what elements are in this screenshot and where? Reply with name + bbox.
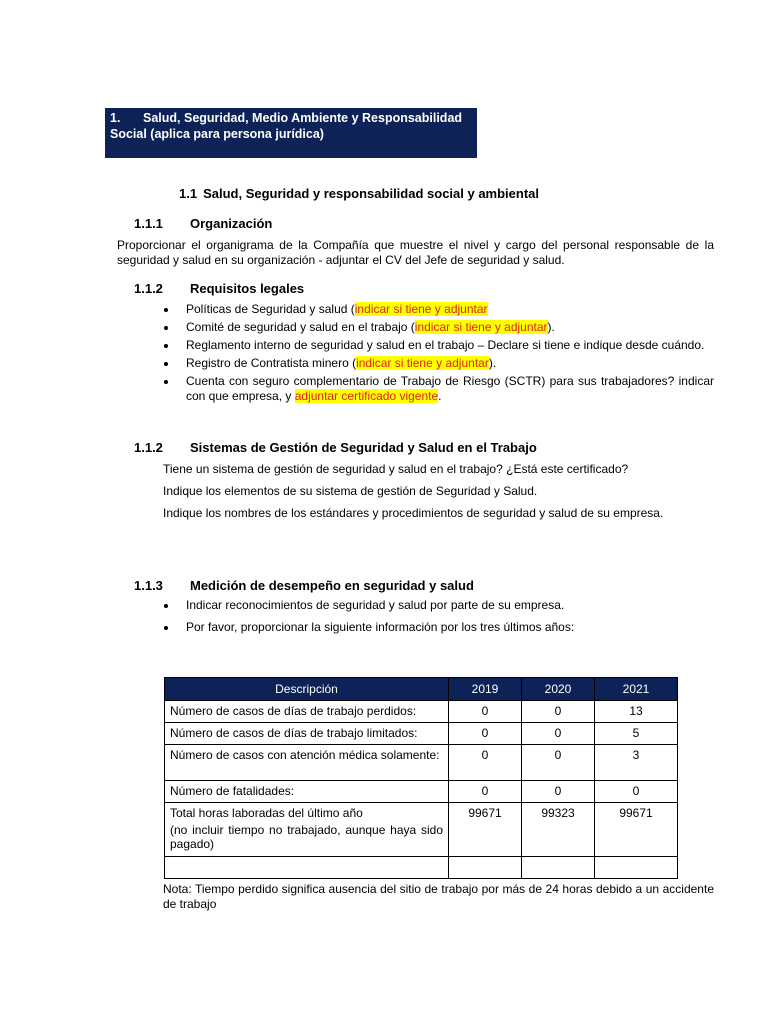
row-value-2021: 3 [595, 745, 678, 781]
row-description [165, 803, 449, 857]
table-header-row [165, 678, 678, 701]
sistemas-heading [134, 440, 537, 455]
table-row [165, 803, 678, 857]
row-description-main: Total horas laboradas del último año [170, 806, 363, 820]
section-title: Salud, Seguridad, Medio Ambiente y Responsabilidad Social (aplica para persona jurídica) [110, 111, 463, 141]
table-row [165, 723, 678, 745]
requisitos-number: 1.1.2 [134, 281, 163, 296]
table-row [165, 701, 678, 723]
list-item: Reglamento interno de seguridad y salud en el trabajo – Declare si tiene e indique desde cuándo. [164, 338, 714, 353]
row-value-2020: 0 [522, 781, 595, 803]
subsection-number: 1.1 [179, 186, 198, 201]
subsection-title: Salud, Seguridad y responsabilidad social y ambiental [203, 186, 540, 201]
table-note: Nota: Tiempo perdido significa ausencia del sitio de trabajo por más de 24 horas debido a un accidente de trabajo [163, 882, 714, 911]
medicion-list [164, 598, 714, 635]
requisitos-list [164, 302, 714, 404]
header-2020: 2020 [522, 678, 595, 701]
section-number: 1. [110, 111, 121, 125]
row-value-2021 [595, 857, 678, 879]
row-description: Número de fatalidades: [165, 781, 449, 803]
row-value-2021: 99671 [595, 803, 678, 857]
sistemas-line: Indique los elementos de su sistema de gestión de Seguridad y Salud. [163, 484, 538, 498]
sistemas-line: Tiene un sistema de gestión de seguridad y salud en el trabajo? ¿Está este certificado? [163, 462, 629, 476]
table-row [165, 857, 678, 879]
list-item: Políticas de Seguridad y salud (indicar si tiene y adjuntar [164, 302, 714, 317]
table-row [165, 781, 678, 803]
organizacion-heading [134, 216, 272, 231]
row-description [165, 857, 449, 879]
organizacion-title: Organización [190, 216, 273, 231]
organizacion-text: Proporcionar el organigrama de la Compañía que muestre el nivel y cargo del personal responsable de la seguridad y salud en su organización - adjuntar el CV del Jefe de seguridad y salud. [117, 238, 714, 267]
row-value-2019: 0 [449, 723, 522, 745]
list-item: Cuenta con seguro complementario de Trabajo de Riesgo (SCTR) para sus trabajadores? indicar con que empresa, y adjuntar certificado vigente. [164, 374, 714, 404]
table-row [165, 745, 678, 781]
row-description: Número de casos con atención médica solamente: [165, 745, 449, 781]
list-item: Registro de Contratista minero (indicar si tiene y adjuntar). [164, 356, 714, 371]
header-descripcion: Descripción [165, 678, 449, 701]
section-title-box [105, 108, 477, 158]
row-value-2019 [449, 857, 522, 879]
header-2019: 2019 [449, 678, 522, 701]
row-value-2021: 5 [595, 723, 678, 745]
sistemas-line: Indique los nombres de los estándares y procedimientos de seguridad y salud de su empresa. [163, 506, 664, 520]
organizacion-number: 1.1.1 [134, 216, 163, 231]
list-item: Comité de seguridad y salud en el trabajo (indicar si tiene y adjuntar). [164, 320, 714, 335]
row-description: Número de casos de días de trabajo perdidos: [165, 701, 449, 723]
performance-table [164, 677, 678, 879]
row-description: Número de casos de días de trabajo limitados: [165, 723, 449, 745]
row-value-2020 [522, 857, 595, 879]
row-value-2020: 0 [522, 745, 595, 781]
row-value-2020: 99323 [522, 803, 595, 857]
sistemas-number: 1.1.2 [134, 440, 163, 455]
row-value-2019: 0 [449, 701, 522, 723]
requisitos-title: Requisitos legales [190, 281, 305, 296]
sistemas-title: Sistemas de Gestión de Seguridad y Salud en el Trabajo [190, 440, 537, 455]
list-item: Indicar reconocimientos de seguridad y salud por parte de su empresa. [164, 598, 714, 613]
subsection-heading [179, 186, 539, 201]
row-value-2019: 0 [449, 745, 522, 781]
list-item: Por favor, proporcionar la siguiente información por los tres últimos años: [164, 620, 714, 635]
row-value-2019: 0 [449, 781, 522, 803]
requisitos-heading [134, 281, 304, 296]
row-value-2021: 13 [595, 701, 678, 723]
row-value-2020: 0 [522, 723, 595, 745]
medicion-title: Medición de desempeño en seguridad y salud [190, 578, 474, 593]
medicion-heading [134, 578, 474, 593]
row-value-2021: 0 [595, 781, 678, 803]
header-2021: 2021 [595, 678, 678, 701]
medicion-number: 1.1.3 [134, 578, 163, 593]
row-value-2020: 0 [522, 701, 595, 723]
row-description-note: (no incluir tiempo no trabajado, aunque haya sido pagado) [170, 823, 443, 851]
row-value-2019: 99671 [449, 803, 522, 857]
